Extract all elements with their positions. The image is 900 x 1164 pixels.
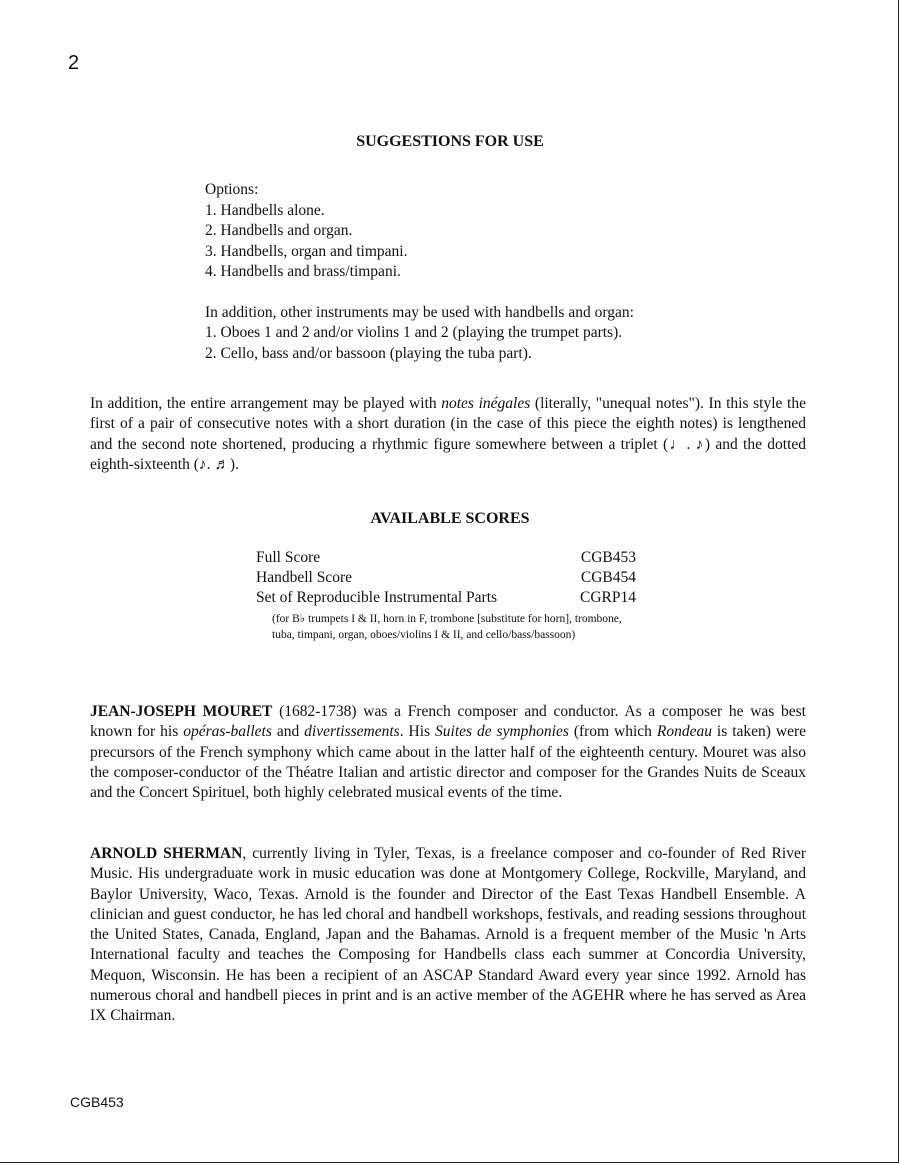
notes-inegales-paragraph <box>90 394 806 475</box>
suggestions-heading: SUGGESTIONS FOR USE <box>356 133 544 150</box>
mouret-italic: opéras-ballets <box>183 723 272 741</box>
option-item: 2. Handbells and organ. <box>205 222 353 239</box>
inegales-text-2: (literally, "unequal notes"). In this style the first of a pair of consecutive notes with a short duration (in the case of this piece the eighth notes) is lengthened and the second note shortened, producing a rhythmic figure somewhere between a triplet (♩. ♪) and the dotted eighth-sixteenth (♪. ♬). <box>90 395 806 473</box>
footer-catalog-code: CGB453 <box>70 1094 124 1110</box>
mouret-italic: Suites de symphonies <box>435 723 569 741</box>
sherman-bio <box>90 844 806 1027</box>
score-code: CGRP14 <box>580 589 636 607</box>
score-name: Full Score <box>256 549 321 566</box>
mouret-bio <box>90 702 806 803</box>
score-code: CGB453 <box>580 549 636 566</box>
score-name: Set of Reproducible Instrumental Parts <box>256 589 498 607</box>
mouret-italic: divertissements <box>304 723 400 741</box>
option-item: 4. Handbells and brass/timpani. <box>205 263 401 280</box>
additional-intro: In addition, other instruments may be used with handbells and organ: <box>205 303 634 321</box>
page-number: 2 <box>68 52 80 74</box>
additional-item: 1. Oboes 1 and 2 and/or violins 1 and 2 (playing the trumpet parts). <box>205 324 623 341</box>
mouret-text: (from which <box>568 723 657 741</box>
mouret-text: . His <box>399 723 436 741</box>
inegales-text-1: In addition, the entire arrangement may be played with <box>90 395 442 412</box>
options-label: Options: <box>205 181 259 198</box>
additional-item: 2. Cello, bass and/or bassoon (playing the tuba part). <box>205 344 532 362</box>
scores-list <box>256 548 636 644</box>
score-parts-note: (for B♭ trumpets I & II, horn in F, trombone [substitute for horn], trombone, tuba, timpani, organ, oboes/violins I & II, and cello/bass/bassoon) <box>272 612 622 642</box>
options-block <box>205 180 805 364</box>
score-code: CGB454 <box>580 569 636 587</box>
score-row <box>256 588 636 608</box>
inegales-term: notes inégales <box>441 395 531 412</box>
mouret-name: JEAN-JOSEPH MOURET <box>90 703 273 720</box>
mouret-text: and <box>271 723 305 741</box>
available-scores-heading: AVAILABLE SCORES <box>370 510 530 527</box>
option-item: 3. Handbells, organ and timpani. <box>205 242 408 260</box>
mouret-italic: Rondeau <box>656 723 712 741</box>
option-item: 1. Handbells alone. <box>205 201 325 219</box>
score-row <box>256 568 636 588</box>
sherman-text: , currently living in Tyler, Texas, is a freelance composer and co-founder of Red River Music. His undergraduate work in music education was done at Montgomery College, Rockville, Maryland, and Baylor University, Waco, Texas. Arnold is the founder and Director of the East Texas Handbell Ensemble. A clinician and guest conductor, he has led choral and handbell workshops, festivals, and reading sessions throughout the United States, Canada, England, Japan and the Bahamas. Arnold is a frequent member of the Music 'n Arts International faculty and teaches the Composing for Handbells class each summer at Concordia University, Mequon, Wisconsin. He has been a recipient of an ASCAP Standard Award every year since 1992. Arnold has numerous choral and handbell pieces in print and is an active member of the AGEHR where he has served as Area IX Chairman. <box>90 845 806 1025</box>
mouret-text: is taken) were precursors of the French symphony which came about in the latter half of the eighteenth century. Mouret was also the composer-conductor of the Théatre Italian and artistic director and composer for the Grandes Nuits de Sceaux and the Concert Spirituel, both highly celebrated musical events of the time. <box>90 723 806 802</box>
sherman-name: ARNOLD SHERMAN <box>90 845 243 862</box>
mouret-text: (1682-1738) was a French composer and conductor. As a composer he was best known for his <box>90 703 806 741</box>
score-row <box>256 548 636 568</box>
score-name: Handbell Score <box>256 569 352 587</box>
